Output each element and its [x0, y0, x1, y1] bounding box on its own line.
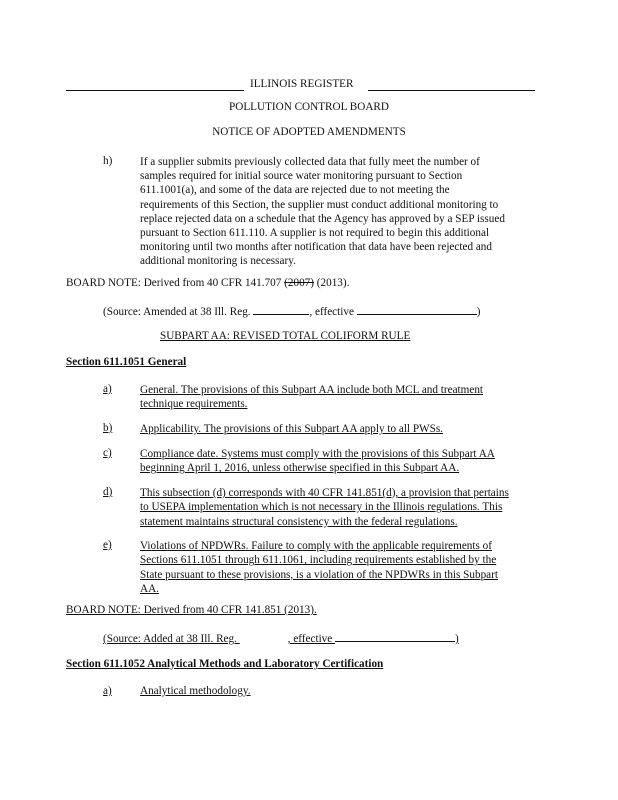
item-1052-a-label: a) — [103, 685, 112, 697]
item-a-line: technique requirements. — [140, 398, 248, 411]
notice-title: NOTICE OF ADOPTED AMENDMENTS — [212, 126, 406, 138]
item-h-line: 611.1001(a), and some of the data are rejected due to not meeting the — [140, 184, 450, 197]
item-b-line: Applicability. The provisions of this Subpart AA apply to all PWSs. — [140, 423, 443, 435]
board-note-1-prefix: BOARD NOTE: Derived from 40 CFR 141.707 — [66, 277, 285, 289]
item-h-line: additional monitoring is necessary. — [140, 255, 296, 268]
register-title: ILLINOIS REGISTER — [250, 78, 354, 90]
item-e-text — [140, 539, 498, 596]
item-h-line: requirements of this Section, the supplier must conduct additional monitoring to — [140, 198, 499, 211]
header-rule-right — [368, 90, 535, 91]
source-1-mid: , effective — [309, 306, 357, 318]
item-h-line: replace rejected data on a schedule that the Agency has approved by a SEP issued — [140, 212, 505, 225]
source-1-post: ) — [476, 306, 481, 318]
item-b-text — [140, 422, 443, 436]
item-d-label: d) — [103, 486, 113, 498]
source-2-mid: , effective — [287, 633, 336, 645]
source-2-pre: (Source: Added at 38 Ill. Reg. — [103, 633, 240, 645]
section-1052-heading: Section 611.1052 Analytical Methods and Laboratory Certification — [66, 658, 384, 670]
item-h-line: If a supplier submits previously collected data that fully meet the number of — [140, 156, 480, 168]
source-1-pre: (Source: Amended at 38 Ill. Reg. — [103, 306, 254, 318]
source-line-1 — [103, 304, 480, 318]
section-1051-heading: Section 611.1051 General — [66, 356, 187, 368]
item-h-line: samples required for initial source water monitoring pursuant to Section — [140, 170, 463, 183]
source-line-2 — [103, 631, 459, 645]
item-e-line: AA. — [140, 582, 159, 595]
board-note-1-suffix: (2013). — [313, 277, 350, 289]
source-2-post: ) — [455, 633, 459, 645]
item-c-label: c) — [103, 447, 112, 459]
item-e-line: State pursuant to these provisions, is a violation of the NPDWRs in this Subpart — [140, 568, 498, 581]
effective-blank — [335, 631, 455, 642]
item-c-text — [140, 447, 495, 476]
item-1052-a-text: Analytical methodology. — [140, 685, 251, 697]
item-d-line: This subsection (d) corresponds with 40 CFR 141.851(d), a provision that pertains — [140, 487, 509, 499]
effective-blank — [357, 304, 477, 315]
reg-blank — [240, 632, 288, 642]
item-e-line: Violations of NPDWRs. Failure to comply with the applicable requirements of — [140, 540, 492, 552]
item-d-line: statement maintains structural consistency with the federal regulations. — [140, 515, 458, 528]
reg-blank — [253, 304, 309, 315]
subpart-heading: SUBPART AA: REVISED TOTAL COLIFORM RULE — [160, 330, 411, 342]
item-h-label: h) — [103, 155, 113, 167]
item-h-text — [140, 155, 505, 269]
item-d-line: to USEPA implementation which is not necessary in the Illinois regulations. This — [140, 501, 503, 514]
item-h-line: monitoring until two months after notification that data have been rejected and — [140, 241, 492, 254]
item-b-label: b) — [103, 422, 113, 434]
board-note-2: BOARD NOTE: Derived from 40 CFR 141.851 (2013). — [66, 604, 317, 616]
header-rule-left — [66, 90, 244, 91]
item-a-line: General. The provisions of this Subpart AA include both MCL and treatment — [140, 384, 484, 396]
item-c-line: Compliance date. Systems must comply with the provisions of this Subpart AA — [140, 448, 495, 460]
item-h-line: pursuant to Section 611.110. A supplier is not required to begin this additional — [140, 227, 490, 240]
board-note-1-struck: (2007) — [284, 277, 314, 289]
item-d-text — [140, 486, 509, 529]
item-a-label: a) — [103, 383, 112, 395]
board-note-1 — [66, 277, 349, 289]
board-title: POLLUTION CONTROL BOARD — [229, 101, 389, 113]
item-e-label: e) — [103, 539, 112, 551]
item-c-line: beginning April 1, 2016, unless otherwise specified in this Subpart AA. — [140, 462, 460, 475]
item-e-line: Sections 611.1051 through 611.1061, including requirements established by the — [140, 554, 497, 567]
item-a-text — [140, 383, 483, 412]
